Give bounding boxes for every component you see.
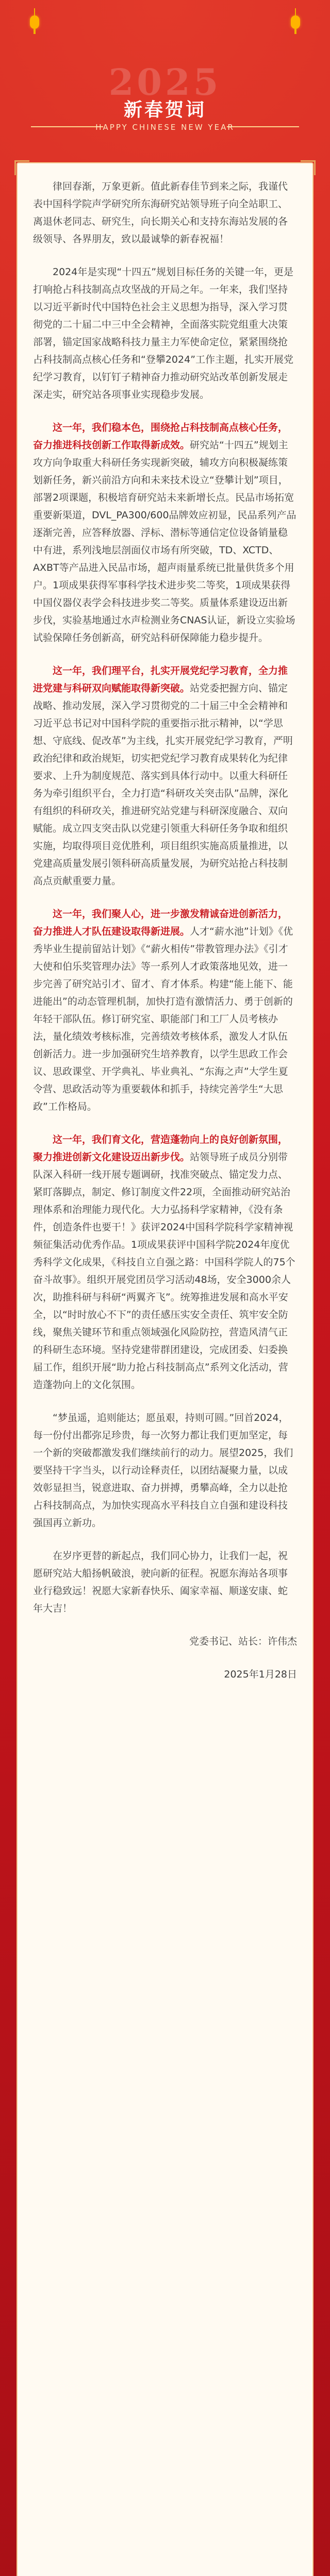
corner-decoration <box>301 160 316 175</box>
paragraph-text: 在岁序更替的新起点，我们同心协力，让我们一起，祝愿研究站大船扬帆破浪，驶向新的征程。祝愿东海站各项事业行稳致远！祝愿大家新春快乐、阖家幸福、顺遂安康、蛇年大吉！ <box>33 1550 288 1614</box>
signature-date: 2025年1月28日 <box>224 1669 297 1680</box>
paragraph-lead: 这一年，我们稳本色，围绕抢占科技制高点核心任务，奋力推进科技创新工作取得新成效。 <box>33 422 288 451</box>
header <box>0 0 330 155</box>
paragraph-science <box>33 419 297 647</box>
paragraph-text: 站党委把握方向、锚定战略、推动发展，深入学习贯彻党的二十届三中全会精神和习近平总书记对中国科学院的重要指示批示精神，以“学思想、守底线、促改革”为主线，扎实开展党纪学习教育，严明政治纪律和政治规矩，切实把党纪学习教育成果转化为纪律要求、上升为制度规范、落实到具体行动中。以重大科研任务为牵引组织平台，全力打造“科研攻关突击队”品牌，深化有组织的科研攻关，推进研究站党建与科研深度融合、双向赋能。成立四支突击队以党建引领重大科研任务争取和组织实施，均取得项目竞优胜利，项目组织实施高质量推进，以党建高质量发展引领科研高质量发展，为研究站抢占科技制高点贡献重要力量。 <box>33 683 293 887</box>
paragraph-talent <box>33 905 297 1115</box>
paragraph-culture <box>33 1131 297 1394</box>
paragraph-text: 站领导班子成员分别带队深入科研一线开展专题调研，找准突破点、锚定发力点、紧盯落脚点，制定、修订制度文件22项，全面推动研究站治理体系和治理能力现代化。大力弘扬科学家精神，《没有条件，创造条件也要干！》获评2024中国科学院科学家精神视频征集活动优秀作品。1项成果获评中国科学院2024年度优秀科学文化成果，《科技自立自强之路：中国科学院人的75个奋斗故事》。组织开展党团员学习活动48场，安全3000余人次，助推科研与科研“两翼齐飞”。统筹推进发展和高水平安全，以“时时放心不下”的责任感压实安全责任、筑牢安全防线，聚焦关键环节和重点领域强化风险防控，营造风清气正的科研生态环境。坚持党建带群团建设，完成团委、妇委换届工作，组织开展“助力抢占科技制高点”系列文化活动，营造蓬勃向上的文化氛围。 <box>33 1151 295 1391</box>
paragraph-text: 律回春渐，万象更新。值此新春佳节到来之际，我谨代表中国科学院声学研究所东海研究站领导班子向全站职工、离退休老同志、研究生，向长期关心和支持东海站发展的各级领导、各界朋友，致以最诚挚的新春祝福！ <box>33 181 288 245</box>
letter-paper <box>16 162 314 2576</box>
paragraph-party <box>33 662 297 890</box>
corner-decoration <box>14 160 29 175</box>
paragraph-review <box>33 263 297 403</box>
paragraph-text: 人才“薪水池”计划》《优秀毕业生提前留站计划》《“薪火相传”带教管理办法》《引才大使和伯乐奖管理办法》等一系列人才政策落地见效，进一步完善了研究站引才、留才、育才体系。构建“能上能下、能进能出”的动态管理机制，加快打造有激情活力、勇于创新的年轻干部队伍。修订研究室、职能部门和工厂人员考核办法，量化绩效考核标准，完善绩效考核体系，激发人才队伍创新活力。进一步加强研究生培养教育，以学生思政工作会议、思政课堂、开学典礼、毕业典礼、“东海之声”大学生夏令营、思政活动等为重要载体和抓手，持续完善学生“大思政”工作格局。 <box>33 926 293 1112</box>
paragraph-lead: 这一年，我们理平台，扎实开展党纪学习教育，全力推进党建与科研双向赋能取得新突破。 <box>33 665 288 694</box>
paragraph-wishes <box>33 1547 297 1617</box>
paragraph-text: “梦虽遥，追则能达；愿虽艰，持则可圆。”回首2024，每一份付出都弥足珍贵，每一次努力都让我们更加坚定，每一个新的突破都激发我们继续前行的动力。展望2025，我们要坚持干字当头，以行动诠释责任，以团结凝聚力量，以成效彰显担当，锐意进取、奋力拼搏，勇攀高峰，全力以赴抢占科技制高点，为加快实现高水平科技自立自强和建设科技强国再立新功。 <box>33 1412 293 1529</box>
paragraph-lead: 这一年，我们育文化，营造蓬勃向上的良好创新氛围，聚力推进创新文化建设迈出新步伐。 <box>33 1134 288 1163</box>
paragraph-text: 研究站“十四五”规划主攻方向争取重大科研任务实现新突破，辅攻方向积极凝练策划新任务，新兴前沿方向和未来技术设立“登攀计划”项目，部署2项课题，积极培育研究站未来新增长点。民品市场拓宽重要新渠道，DVL_PA300/600品牌效应初显，民品系列产品逐渐完善，应答释放器、浮标、潜标等通信定位设备销量稳中有进，系列浅地层剖面仪市场有所突破，TD、XCTD、AXBT等产品进入民品市场，超声雨量系统已批量供货多个用户。1项成果获得军事科学技术进步奖二等奖，1项成果获得中国仪器仪表学会科技进步奖二等奖。质量体系建设迈出新步伐，实验基地通过水声检测业务CNAS认证，新设立实验场试验保障任务创新高，研究站科研保障能力稳步提升。 <box>33 439 296 643</box>
paragraph-lead: 这一年，我们聚人心，进一步激发精诚奋进创新活力，奋力推进人才队伍建设取得新进展。 <box>33 908 288 937</box>
paragraph-text: 2024年是实现“十四五”规划目标任务的关键一年，更是打响抢占科技制高点攻坚战的开局之年。一年来，我们坚持以习近平新时代中国特色社会主义思想为指导，深入学习贯彻党的二十届二中三中全会精神，全面落实院党组重大决策部署，锚定国家战略科技力量主力军使命定位，紧紧围绕抢占科技制高点核心任务和“登攀2024”工作主题，扎实开展党纪学习教育，以钉钉子精神奋力推动研究站改革创新发展走深走实，研究站各项事业实现稳步发展。 <box>33 266 294 400</box>
signature-name: 党委书记、站长：许伟杰 <box>189 1636 297 1647</box>
page-subtitle: HAPPY CHINESE NEW YEAR <box>95 123 235 132</box>
year-watermark: 2025 <box>108 61 222 104</box>
paragraph-outlook <box>33 1409 297 1532</box>
paragraph-greeting <box>33 178 297 248</box>
page-title: 新春贺词 <box>123 99 206 121</box>
